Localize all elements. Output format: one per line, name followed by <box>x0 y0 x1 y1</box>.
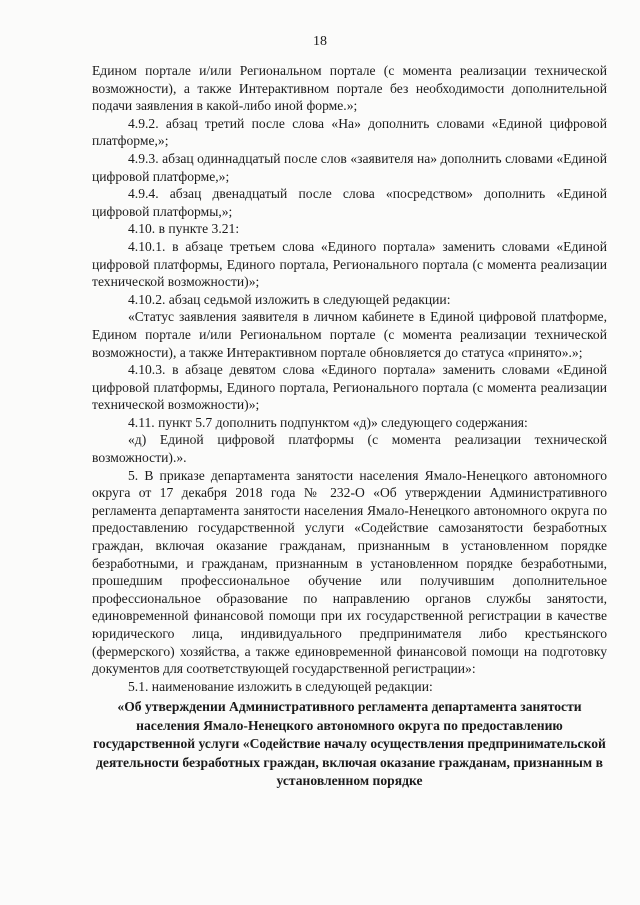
paragraph: 4.9.2. абзац третий после слова «На» дополнить словами «Единой цифровой платформе,»; <box>92 115 607 149</box>
paragraph: 5. В приказе департамента занятости населения Ямало-Ненецкого автономного округа от 17 декабря 2018 года № 232-О «Об утверждении Административного регламента департамента занятости населения Ямало-Ненецкого автономного округа по предоставлению государственной услуги «Содействие самозанятости безработных граждан, включая оказание гражданам, признанным в установленном порядке безработными, и гражданам, признанным в установленном порядке безработными, прошедшим профессиональное обучение или получившим дополнительное профессиональное образование по направлению органов службы занятости, единовременной финансовой помощи при их государственной регистрации в качестве юридического лица, индивидуального предпринимателя либо крестьянского (фермерского) хозяйства, а также единовременной финансовой помощи на подготовку документов для соответствующей государственной регистрации»: <box>92 467 607 677</box>
paragraph: 4.10.1. в абзаце третьем слова «Единого портала» заменить словами «Единой цифровой платформы, Единого портала, Регионального портала (с момента реализации технической возможности)»; <box>92 238 607 290</box>
paragraph: 4.9.4. абзац двенадцатый после слова «посредством» дополнить «Единой цифровой платформы,»; <box>92 186 607 219</box>
paragraph: «д) Единой цифровой платформы (с момента реализации технической возможности).». <box>92 432 607 466</box>
paragraph: 4.10. в пункте 3.21: <box>128 221 240 237</box>
page-number: 18 <box>313 34 327 49</box>
paragraph: 4.10.3. в абзаце девятом слова «Единого портала» заменить словами «Единой цифровой платформы, Единого портала, Регионального портала (с момента реализации технической возможности)»; <box>92 362 607 413</box>
paragraph: 5.1. наименование изложить в следующей редакции: <box>128 678 433 694</box>
bold-title: «Об утверждении Административного регламента департамента занятости населения Ямало-Ненецкого автономного округа по предоставлению государственной услуги «Содействие началу осуществления предпринимательской деятельности безработных граждан, включая оказание гражданам, признанным в установленном порядке <box>93 699 606 789</box>
paragraph: «Статус заявления заявителя в личном кабинете в Единой цифровой платформе, Едином портале и/или Региональном портале (с момента реализации технической возможности), а также Интерактивном портале обновляется до статуса «принято».»; <box>92 309 607 360</box>
paragraph: 4.11. пункт 5.7 дополнить подпунктом «д)» следующего содержания: <box>128 414 528 430</box>
document-body <box>92 62 607 791</box>
paragraph: Едином портале и/или Региональном портале (с момента реализации технической возможности), а также Интерактивном портале без необходимости дополнительной подачи заявления в какой-либо иной форме.»; <box>92 63 607 114</box>
paragraph: 4.10.2. абзац седьмой изложить в следующей редакции: <box>128 291 451 307</box>
paragraph: 4.9.3. абзац одиннадцатый после слов «заявителя на» дополнить словами «Единой цифровой платформе,»; <box>92 150 607 184</box>
